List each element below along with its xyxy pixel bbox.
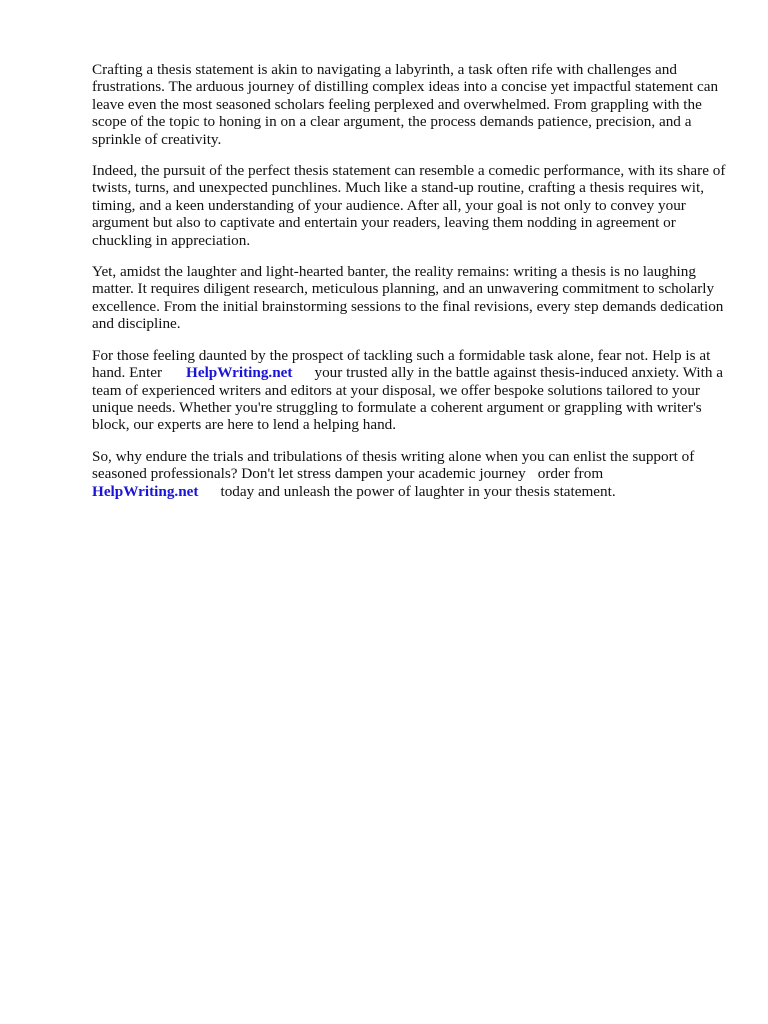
paragraph-3: Yet, amidst the laughter and light-hearted banter, the reality remains: writing a thesis is no laughing matter. It requires diligent research, meticulous planning, and an unwavering commitment to scholarly excellence. From the initial brainstorming sessions to the final revisions, every step demands dedication and discipline. — [92, 263, 724, 333]
paragraph-5-text-middle: order from — [537, 465, 604, 483]
helpwriting-link[interactable]: HelpWriting.net — [186, 364, 293, 382]
paragraph-4 — [92, 347, 732, 434]
paragraph-5-text-start: So, why endure the trials and tribulations of thesis writing alone when you can enlist the support of seasoned professionals? Don't let stress dampen your academic journey — [92, 447, 695, 483]
helpwriting-link-order[interactable]: HelpWriting.net — [92, 482, 199, 500]
paragraph-4-text-start: For those feeling daunted by the prospect of tackling such a formidable task alone, fear not. Help is at hand. Enter — [92, 346, 711, 382]
document-body — [92, 61, 732, 514]
paragraph-5 — [92, 448, 732, 500]
paragraph-4-text-end: your trusted ally in the battle against thesis-induced anxiety. With a team of experienced writers and editors at your disposal, we offer bespoke solutions tailored to your unique needs. Whether you're struggling to formulate a coherent argument or grappling with writer's block, our experts are here to lend a helping hand. — [92, 364, 723, 434]
paragraph-1: Crafting a thesis statement is akin to navigating a labyrinth, a task often rife with challenges and frustrations. The arduous journey of distilling complex ideas into a concise yet impactful statement can leave even the most seasoned scholars feeling perplexed and overwhelmed. From grappling with the scope of the topic to honing in on a clear argument, the process demands patience, precision, and a sprinkle of creativity. — [92, 61, 719, 148]
paragraph-2: Indeed, the pursuit of the perfect thesis statement can resemble a comedic performance, with its share of twists, turns, and unexpected punchlines. Much like a stand-up routine, crafting a thesis requires wit, timing, and a keen understanding of your audience. After all, your goal is not only to convey your argument but also to captivate and entertain your readers, leaving them nodding in agreement or chuckling in appreciation. — [92, 162, 726, 249]
paragraph-5-text-end: today and unleash the power of laughter in your thesis statement. — [220, 482, 616, 500]
